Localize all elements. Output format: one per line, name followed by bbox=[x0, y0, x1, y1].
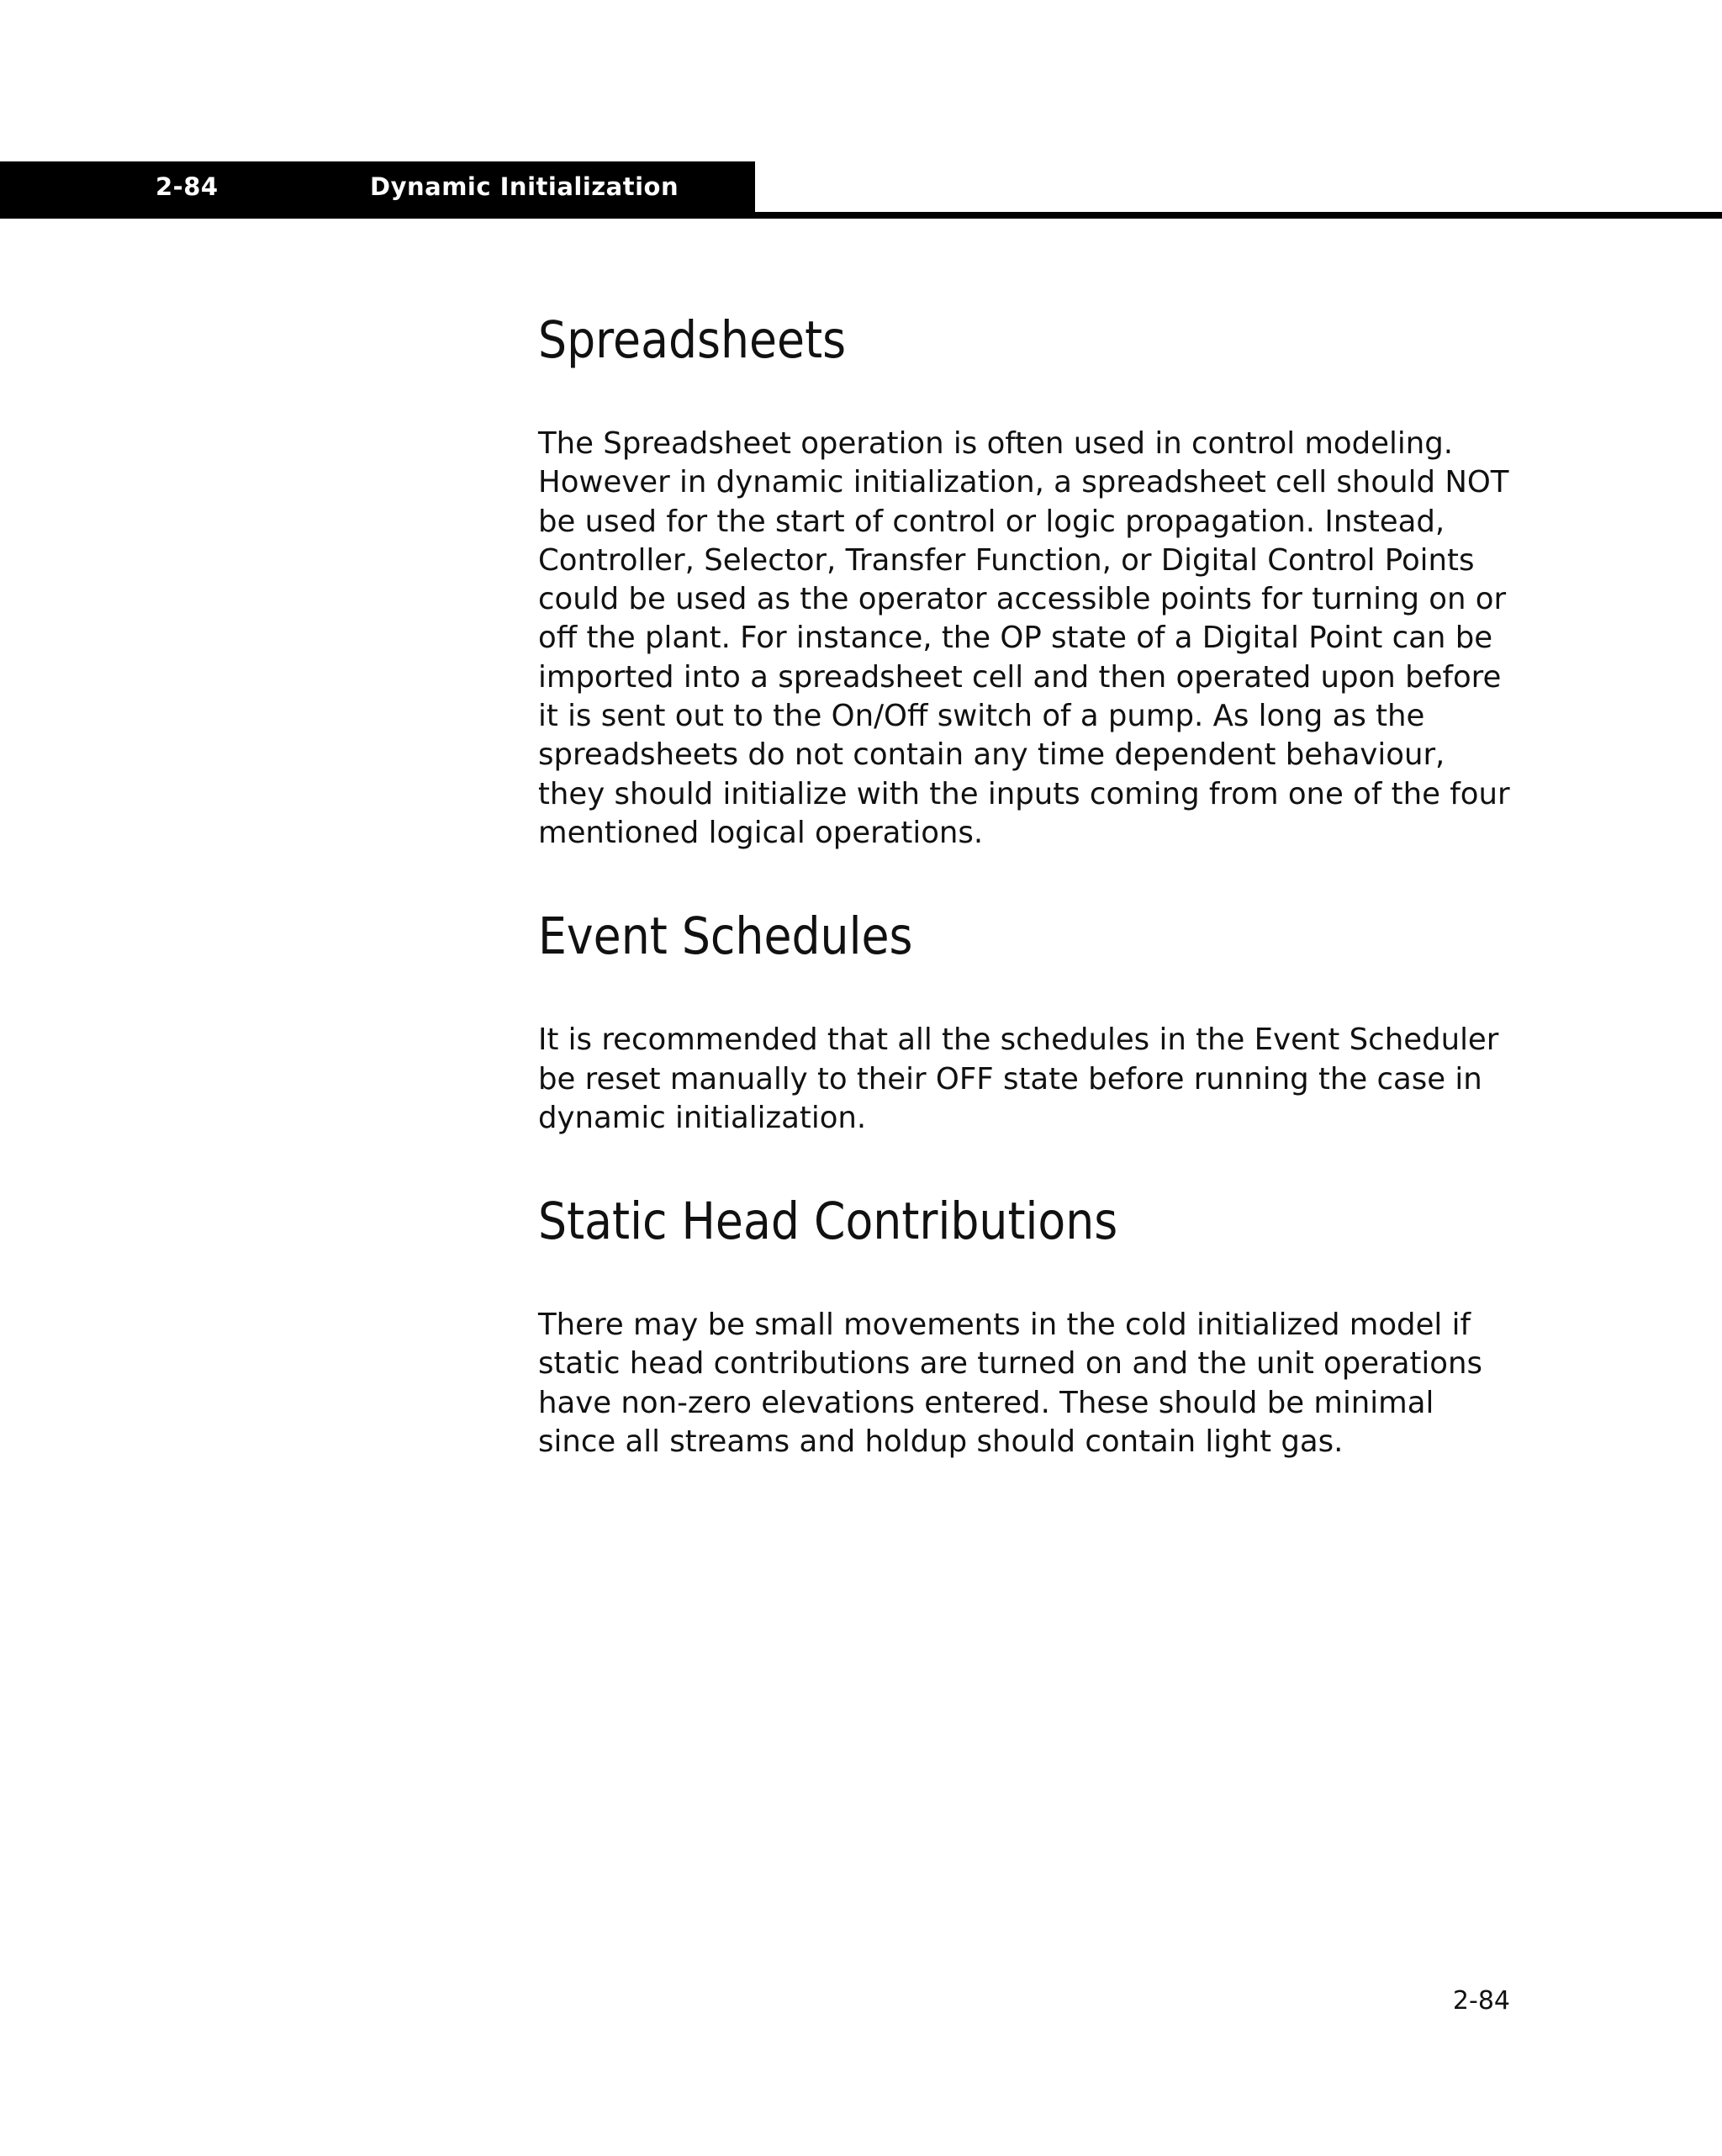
section-body: The Spreadsheet operation is often used in control modeling. However in dynamic initialization, a spreadsheet cell should NOT be used for the start of control or logic propagation. Instead, Controller, Selector, Transfer Function, or Digital Control Points could be used as the operator accessible points for turning on or off the plant. For instance, the OP state of a Digital Point can be imported into a spreadsheet cell and then operated upon before it is sent out to the On/Off switch of a pump. As long as the spreadsheets do not contain any time dependent behaviour, they should initialize with the inputs coming from one of the four mentioned logical operations. bbox=[538, 426, 1510, 850]
section-heading: Static Head Contributions bbox=[538, 1192, 1118, 1252]
section-heading: Spreadsheets bbox=[538, 310, 847, 370]
header-page-number: 2-84 bbox=[156, 172, 219, 201]
section-body: It is recommended that all the schedules in the Event Scheduler be reset manually to their OFF state before running the case in dynamic initialization. bbox=[538, 1023, 1499, 1135]
page-content bbox=[538, 303, 1513, 1461]
header-chapter-title: Dynamic Initialization bbox=[370, 172, 679, 201]
section-spreadsheets bbox=[538, 303, 1513, 853]
section-event-schedules bbox=[538, 899, 1513, 1138]
header-rule bbox=[0, 212, 1722, 219]
section-body: There may be small movements in the cold initialized model if static head contributions are turned on and the unit operations have non-zero elevations entered. These should be minimal since all streams and holdup should contain light gas. bbox=[538, 1308, 1482, 1460]
section-heading: Event Schedules bbox=[538, 906, 913, 967]
section-static-head-contributions bbox=[538, 1184, 1513, 1461]
footer-page-number: 2-84 bbox=[1452, 1986, 1510, 2016]
